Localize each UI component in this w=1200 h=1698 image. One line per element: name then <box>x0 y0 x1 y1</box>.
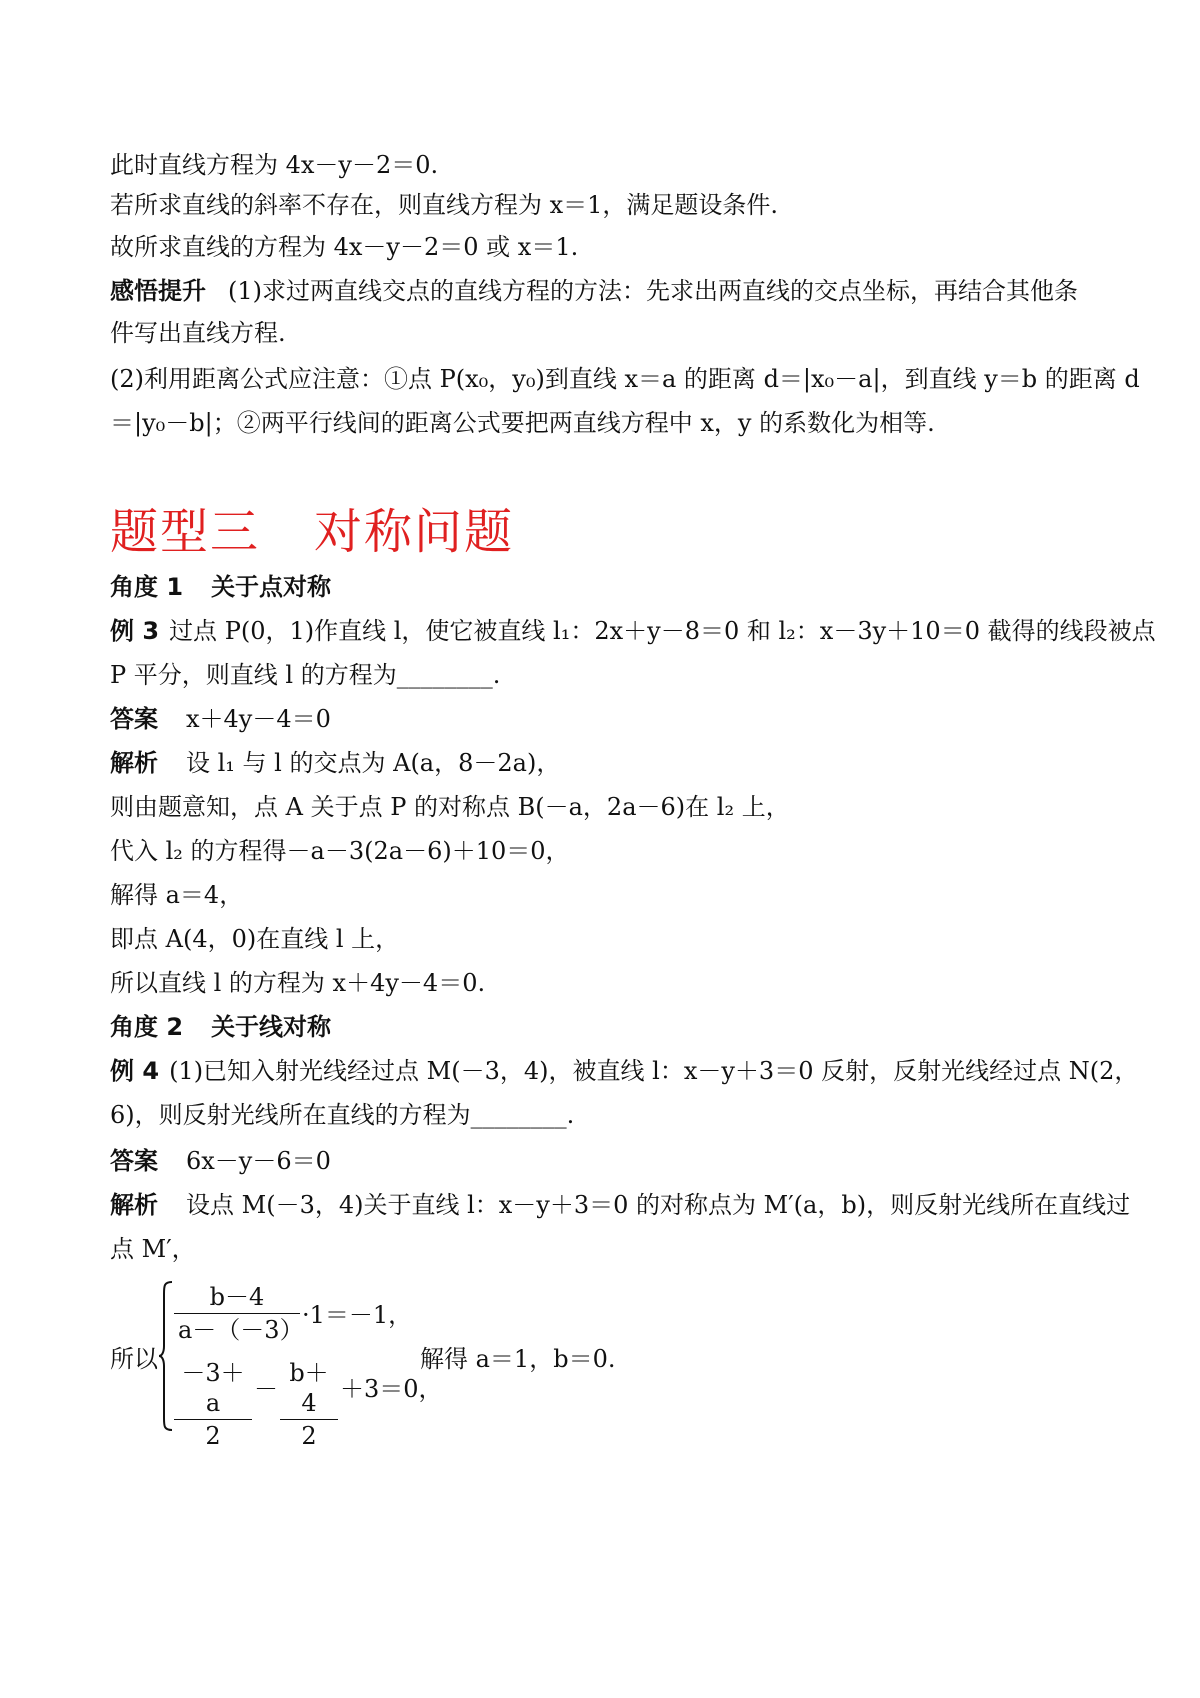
text-line: 所以直线 l 的方程为 x＋4y－4＝0. <box>110 969 486 997</box>
solution-text: 设 l₁ 与 l 的交点为 A(a，8－2a)， <box>186 749 561 777</box>
example-text: 过点 P(0，1)作直线 l，使它被直线 l₁：2x＋y－8＝0 和 l₂：x－3y＋10＝0 截得的线段被点 <box>169 617 1156 645</box>
example-question <box>110 1056 1138 1086</box>
text-line: 则由题意知，点 A 关于点 P 的对称点 B(－a，2a－6)在 l₂ 上， <box>110 793 790 821</box>
text-line: (2)利用距离公式应注意：①点 P(x₀，y₀)到直线 x＝a 的距离 d＝|x₀－a|，到直线 y＝b 的距离 d <box>110 365 1140 393</box>
example-label: 例 4 <box>110 1057 160 1085</box>
angle-label: 角度 1 <box>110 573 184 601</box>
insight-label: 感悟提升 <box>110 277 206 305</box>
solution-line <box>110 1190 1130 1220</box>
solution-line <box>110 748 560 778</box>
equation-tail: ·1＝－1， <box>302 1301 413 1329</box>
solution-label: 解析 <box>110 749 158 777</box>
angle-text: 关于点对称 <box>211 573 332 601</box>
section-title <box>110 502 514 562</box>
example-label: 例 3 <box>110 617 160 645</box>
solution-label: 解析 <box>110 1191 158 1219</box>
fraction-denominator: 2 <box>205 1422 221 1450</box>
fraction <box>174 1282 304 1345</box>
system-label: 所以 <box>110 1345 158 1373</box>
fraction <box>280 1358 338 1451</box>
text-line: 解得 a＝4， <box>110 881 244 909</box>
text-line: 若所求直线的斜率不存在，则直线方程为 x＝1，满足题设条件. <box>110 191 779 219</box>
fraction-numerator: －3＋a <box>181 1359 245 1417</box>
result-text: 解得 a＝1，b＝0. <box>420 1345 616 1373</box>
fraction <box>174 1358 252 1451</box>
equation-tail: ＋3＝0， <box>340 1375 443 1403</box>
answer-line <box>110 1146 331 1176</box>
section-title-b: 对称问题 <box>314 504 515 560</box>
text-line: 件写出直线方程. <box>110 319 286 347</box>
fraction-denominator: a－（－3） <box>178 1316 304 1344</box>
angle-heading <box>110 1012 331 1042</box>
example-question <box>110 616 1156 646</box>
fraction-numerator: b－4 <box>209 1283 265 1311</box>
answer-label: 答案 <box>110 1147 158 1175</box>
angle-text: 关于线对称 <box>211 1013 332 1041</box>
answer-line <box>110 704 331 734</box>
fraction-denominator: 2 <box>301 1422 317 1450</box>
section-title-a: 题型三 <box>110 504 261 560</box>
equation-system <box>110 1280 810 1450</box>
text-line: 点 M′， <box>110 1235 196 1263</box>
left-brace-icon <box>158 1280 174 1432</box>
answer-value: x＋4y－4＝0 <box>186 705 331 733</box>
text-line: ＝|y₀－b|；②两平行线间的距离公式要把两直线方程中 x，y 的系数化为相等. <box>110 409 935 437</box>
text-line: 6)，则反射光线所在直线的方程为________. <box>110 1101 575 1129</box>
text-line: 即点 A(4，0)在直线 l 上， <box>110 925 400 953</box>
text-line: 故所求直线的方程为 4x－y－2＝0 或 x＝1. <box>110 233 579 261</box>
answer-label: 答案 <box>110 705 158 733</box>
solution-text: 设点 M(－3，4)关于直线 l：x－y＋3＝0 的对称点为 M′(a，b)，则反射光线所在直线过 <box>186 1191 1131 1219</box>
angle-heading <box>110 572 331 602</box>
answer-value: 6x－y－6＝0 <box>186 1147 331 1175</box>
text-line: 代入 l₂ 的方程得－a－3(2a－6)＋10＝0， <box>110 837 570 865</box>
example-text: (1)已知入射光线经过点 M(－3，4)，被直线 l：x－y＋3＝0 反射，反射光线经过点 N(2， <box>169 1057 1139 1085</box>
text-line: 此时直线方程为 4x－y－2＝0. <box>110 151 439 179</box>
insight-text: (1)求过两直线交点的直线方程的方法：先求出两直线的交点坐标，再结合其他条 <box>228 277 1078 305</box>
text-line: P 平分，则直线 l 的方程为________. <box>110 661 501 689</box>
insight-paragraph <box>110 276 1078 306</box>
fraction-numerator: b＋4 <box>289 1359 329 1417</box>
angle-label: 角度 2 <box>110 1013 184 1041</box>
minus-sign: － <box>254 1375 278 1403</box>
